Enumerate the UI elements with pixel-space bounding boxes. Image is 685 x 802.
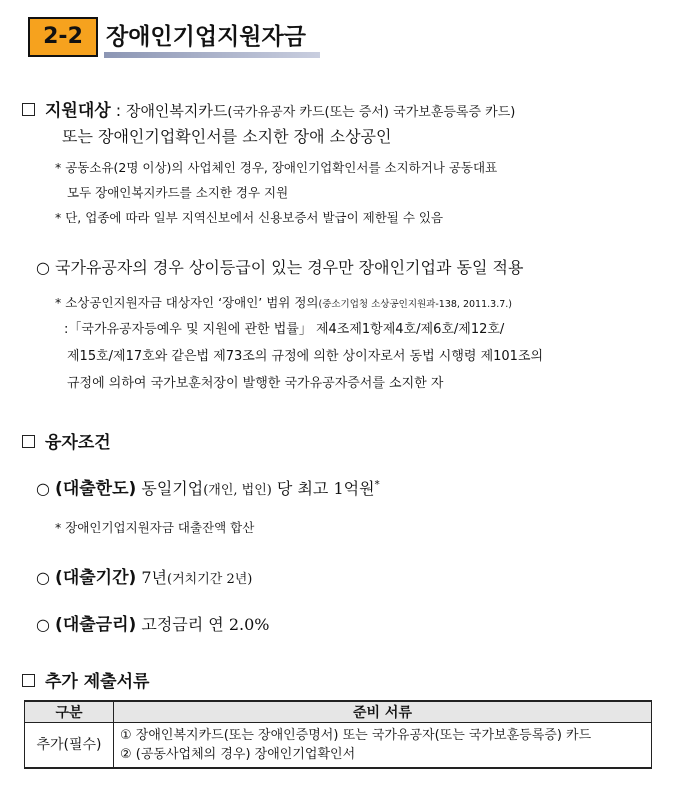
circle-bullet-icon: ○ [36,615,56,634]
target-note-3: * 단, 업종에 따라 일부 지역신보에서 신용보증서 발급이 제한될 수 있음 [55,210,444,225]
target-note-2: 모두 장애인복지카드를 소지한 경우 지원 [67,185,289,200]
definition-line-1 [55,292,512,311]
table-header-row [25,701,652,723]
checkbox-square-icon [22,103,35,116]
target-text-a: 장애인복지카드 [121,102,228,120]
column-header-category: 구분 [25,701,114,723]
target-note-1: * 공동소유(2명 이상)의 사업체인 경우, 장애인기업확인서를 소지하거나 공동대표 [55,160,498,175]
document-item-1: ① 장애인복지카드(또는 장애인증명서) 또는 국가유공자(또는 국가보훈등록증) 카드 [120,728,592,743]
loan-limit-small: (개인, 법인) [203,483,272,498]
loan-rate-text: 고정금리 연 2.0% [136,615,270,634]
checkbox-square-icon [22,435,35,448]
loan-limit-note: * 장애인기업지원자금 대출잔액 합산 [55,520,255,535]
checkbox-square-icon [22,674,35,687]
loan-limit-text: 동일기업 [136,479,204,498]
loan-period-small: (거치기간 2년) [167,572,253,587]
definition-text: * 소상공인지원자금 대상자인 ‘장애인’ 범위 정의 [55,295,319,310]
target-colon: : [110,101,122,120]
loan-rate-item [36,610,269,635]
loan-heading [22,428,111,453]
target-line-2: 또는 장애인기업확인서를 소지한 장애 소상공인 [62,127,392,146]
row-category: 추가(필수) [25,723,114,769]
table-row [25,723,652,769]
target-line-1 [22,96,515,121]
column-header-documents: 준비 서류 [114,701,652,723]
loan-period-label: (대출기간) [55,568,137,588]
circle-bullet-icon: ○ [36,479,56,498]
definition-line-3: 제15호/제17호와 같은법 제73조의 규정에 의한 상이자로서 동법 시행령 제101조의 [67,349,544,364]
loan-rate-label: (대출금리) [55,615,137,635]
definition-line-2: :「국가유공자등예우 및 지원에 관한 법률」 제4조제1항제4호/제6호/제12호/ [64,322,505,337]
loan-period-text: 7년 [136,568,168,587]
target-label: 지원대상 [45,101,111,121]
docs-heading-text: 추가 제출서류 [45,672,150,692]
veteran-circle-item: ○ 국가유공자의 경우 상이등급이 있는 경우만 장애인기업과 동일 적용 [36,258,524,277]
circle-bullet-icon: ○ [36,568,56,587]
loan-limit-label: (대출한도) [55,479,137,499]
row-documents [114,723,652,769]
loan-limit-item [36,474,380,499]
loan-limit-rest: 당 최고 1억원 [271,479,375,498]
loan-period-item [36,563,252,588]
section-number-badge: 2-2 [28,17,98,57]
loan-heading-text: 융자조건 [45,433,111,453]
loan-limit-mark: * [374,479,380,491]
definition-source: (중소기업청 소상공인지원과-138, 2011.3.7.) [318,299,512,310]
definition-line-4: 규정에 의하여 국가보훈처장이 발행한 국가유공자증서를 소지한 자 [67,376,444,391]
title-underline [104,52,320,58]
section-title: 장애인기업지원자금 [106,24,306,50]
target-text-b: (국가유공자 카드(또는 증서) 국가보훈등록증 카드) [227,105,516,120]
documents-table [24,700,652,769]
docs-heading [22,667,149,692]
document-item-2: ② (공동사업체의 경우) 장애인기업확인서 [120,747,356,762]
